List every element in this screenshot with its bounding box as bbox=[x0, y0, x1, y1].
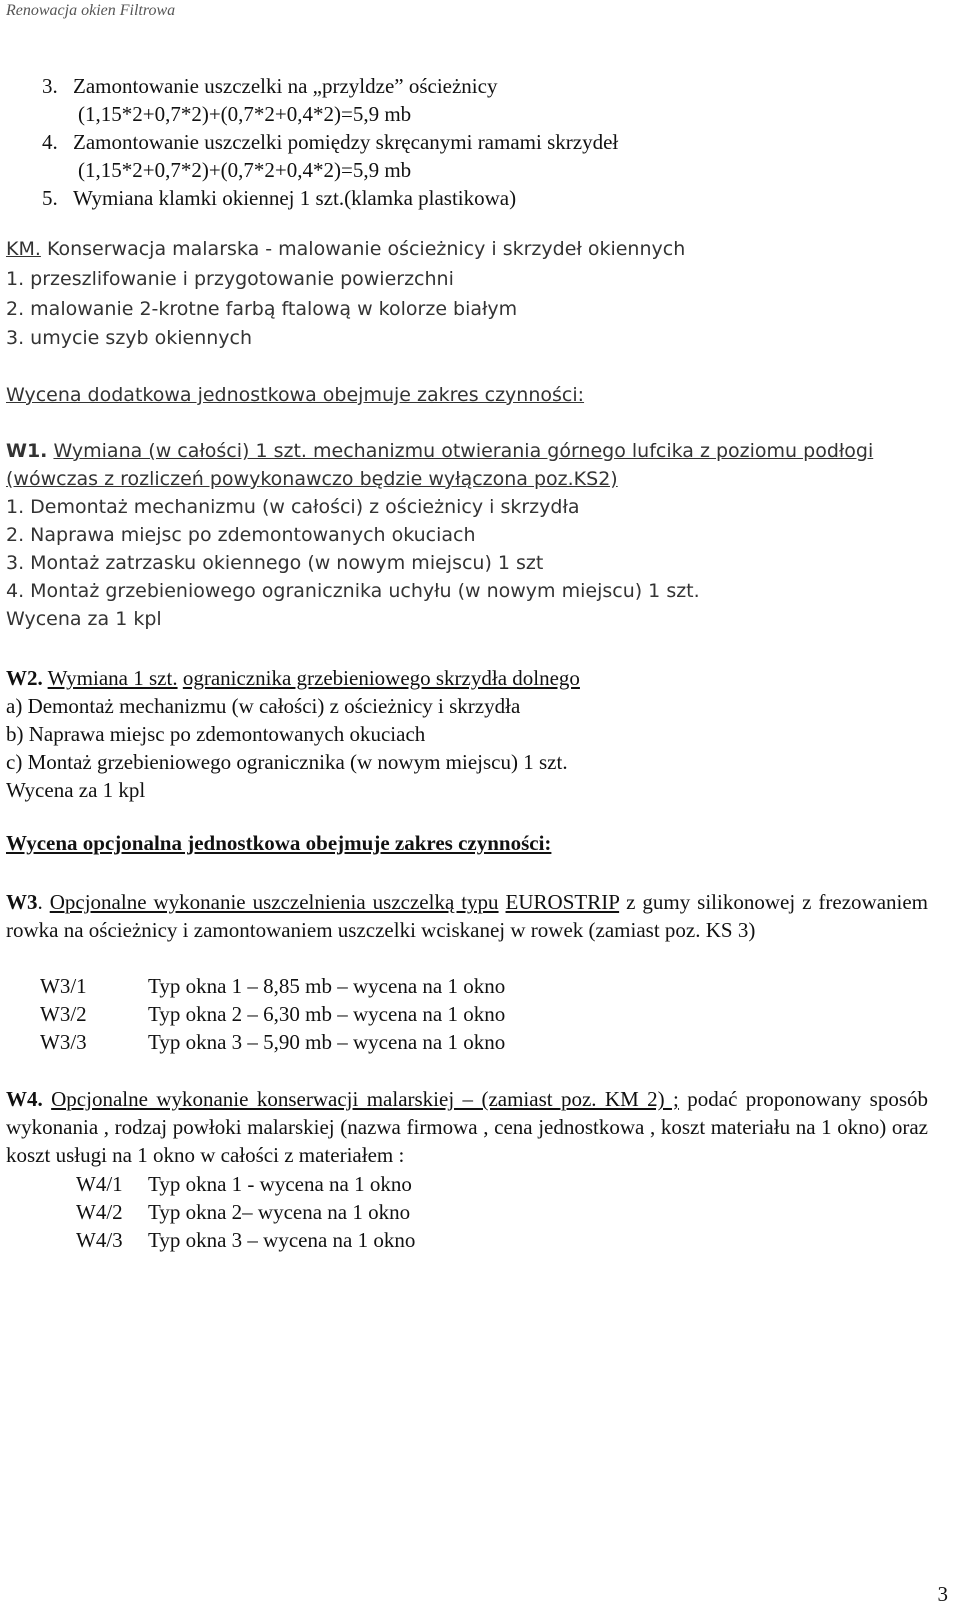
w1-title-line1: Wymiana (w całości) 1 szt. mechanizmu otwierania górnego lufcika z poziomu podłogi bbox=[53, 440, 874, 462]
w3-variant-3 bbox=[40, 1028, 505, 1056]
w1-pricing: Wycena za 1 kpl bbox=[6, 608, 162, 630]
list-text: Zamontowanie uszczelki pomiędzy skręcanymi ramami skrzydeł bbox=[73, 130, 619, 154]
list-item-4 bbox=[42, 128, 618, 156]
w4-rest: podać proponowany sposób wykonania , rodzaj powłoki malarskiej (nazwa firmowa , cena jednostkowa , koszt materiału na 1 okno) oraz koszt usługi na 1 okno w całości z materiałem : bbox=[6, 1087, 929, 1167]
km-title: Konserwacja malarska - malowanie ościeżnicy i skrzydeł okiennych bbox=[46, 238, 686, 260]
w3-variant-2 bbox=[40, 1000, 505, 1028]
variant-text: Typ okna 2– wycena na 1 okno bbox=[148, 1200, 411, 1224]
km-item-3: 3. umycie szyb okiennych bbox=[6, 327, 253, 349]
variant-code: W4/2 bbox=[76, 1200, 123, 1224]
list-text: Wymiana klamki okiennej 1 szt.(klamka plastikowa) bbox=[73, 186, 517, 210]
variant-code: W3/2 bbox=[40, 1002, 87, 1026]
w3-eurostrip: EUROSTRIP bbox=[505, 890, 620, 914]
w1-item-2: 2. Naprawa miejsc po zdemontowanych okuciach bbox=[6, 524, 476, 546]
variant-code: W3/1 bbox=[40, 974, 87, 998]
w3-rest: z gumy silikonowej z frezowaniem rowka na ościeżnicy i zamontowaniem uszczelki wciskanej w rowek (zamiast poz. KS 3) bbox=[6, 890, 929, 942]
w3-variant-1 bbox=[40, 972, 505, 1000]
w3-code: W3 bbox=[6, 890, 38, 914]
w3-code-dot: . bbox=[37, 890, 43, 914]
km-item-2: 2. malowanie 2-krotne farbą ftalową w kolorze białym bbox=[6, 298, 518, 320]
w4-paragraph bbox=[6, 1085, 928, 1169]
variant-text: Typ okna 2 – 6,30 mb – wycena na 1 okno bbox=[148, 1002, 506, 1026]
list-text: Zamontowanie uszczelki na „przyldze” ościeżnicy bbox=[73, 74, 498, 98]
list-item-4-formula: (1,15*2+0,7*2)+(0,7*2+0,4*2)=5,9 mb bbox=[78, 158, 412, 182]
list-number: 5. bbox=[42, 186, 58, 210]
w2-title-underlined: ogranicznika grzebieniowego skrzydła dolnego bbox=[182, 666, 580, 690]
list-number: 3. bbox=[42, 74, 58, 98]
w2-title bbox=[6, 664, 580, 692]
w3-underlined-text: Opcjonalne wykonanie uszczelnienia uszczelką typu bbox=[49, 890, 499, 914]
section-heading-additional: Wycena dodatkowa jednostkowa obejmuje zakres czynności: bbox=[6, 384, 585, 406]
running-header: Renowacja okien Filtrowa bbox=[6, 2, 176, 19]
w1-title-line2: (wówczas z rozliczeń powykonawczo będzie wyłączona poz.KS2) bbox=[6, 468, 618, 490]
list-item-3-formula: (1,15*2+0,7*2)+(0,7*2+0,4*2)=5,9 mb bbox=[78, 102, 412, 126]
km-item-1: 1. przeszlifowanie i przygotowanie powierzchni bbox=[6, 268, 454, 290]
variant-code: W4/3 bbox=[76, 1228, 123, 1252]
w1-code: W1. bbox=[6, 440, 48, 462]
km-code: KM. bbox=[6, 238, 41, 260]
w2-title-plain: Wymiana 1 szt. bbox=[47, 666, 178, 690]
section-heading-optional: Wycena opcjonalna jednostkowa obejmuje zakres czynności: bbox=[6, 831, 552, 855]
variant-code: W3/3 bbox=[40, 1030, 87, 1054]
w2-item-b: b) Naprawa miejsc po zdemontowanych okuciach bbox=[6, 722, 426, 746]
w1-item-4: 4. Montaż grzebieniowego ogranicznika uchyłu (w nowym miejscu) 1 szt. bbox=[6, 580, 700, 602]
w3-paragraph bbox=[6, 888, 928, 944]
list-item-3 bbox=[42, 72, 497, 100]
variant-text: Typ okna 3 – 5,90 mb – wycena na 1 okno bbox=[148, 1030, 506, 1054]
w2-code: W2. bbox=[6, 666, 43, 690]
variant-text: Typ okna 1 – 8,85 mb – wycena na 1 okno bbox=[148, 974, 506, 998]
variant-text: Typ okna 3 – wycena na 1 okno bbox=[148, 1228, 416, 1252]
w2-pricing: Wycena za 1 kpl bbox=[6, 778, 146, 802]
variant-code: W4/1 bbox=[76, 1172, 123, 1196]
list-number: 4. bbox=[42, 130, 58, 154]
w2-item-c: c) Montaż grzebieniowego ogranicznika (w nowym miejscu) 1 szt. bbox=[6, 750, 568, 774]
w4-variant-1 bbox=[76, 1170, 412, 1198]
km-heading bbox=[6, 238, 685, 260]
variant-text: Typ okna 1 - wycena na 1 okno bbox=[148, 1172, 412, 1196]
w4-variant-3 bbox=[76, 1226, 415, 1254]
w4-variant-2 bbox=[76, 1198, 410, 1226]
list-item-5 bbox=[42, 184, 516, 212]
w4-code: W4. bbox=[6, 1087, 43, 1111]
w1-item-3: 3. Montaż zatrzasku okiennego (w nowym miejscu) 1 szt bbox=[6, 552, 544, 574]
w2-item-a: a) Demontaż mechanizmu (w całości) z ościeżnicy i skrzydła bbox=[6, 694, 521, 718]
w1-item-1: 1. Demontaż mechanizmu (w całości) z ościeżnicy i skrzydła bbox=[6, 496, 580, 518]
w1-title bbox=[6, 440, 873, 462]
w4-underlined-text: Opcjonalne wykonanie konserwacji malarskiej – (zamiast poz. KM 2) ; bbox=[51, 1087, 679, 1111]
page-number: 3 bbox=[937, 1582, 948, 1606]
